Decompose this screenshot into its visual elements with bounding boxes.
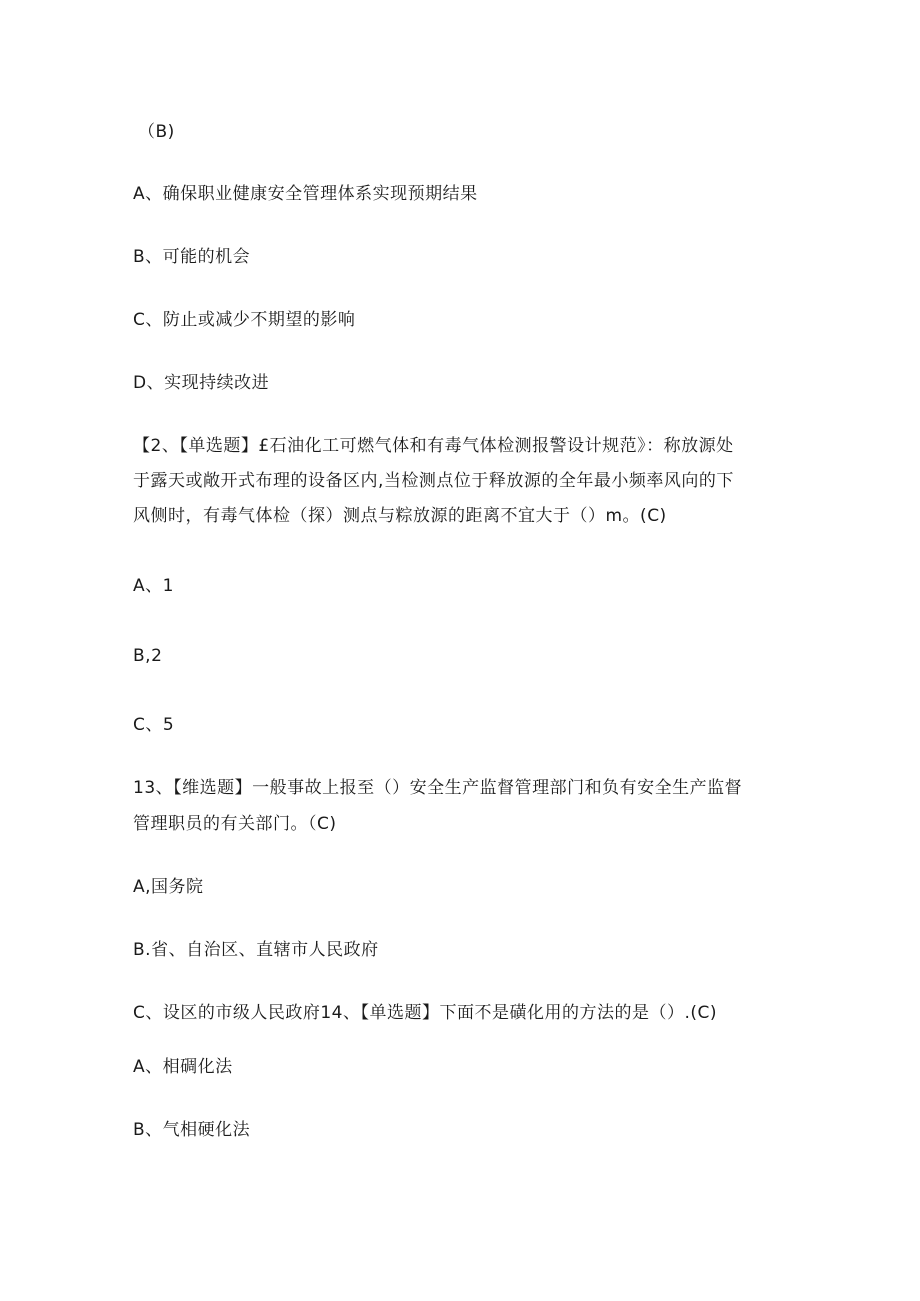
option-d-line: D、实现持续改进	[133, 373, 270, 393]
question-12-line-1: 【2、【单选题】£石油化工可燃气体和有毒气体检测报警设计规范》：称放源处	[133, 436, 734, 456]
option-b-line: B、可能的机会	[133, 247, 251, 267]
option-b-line: B.省、自治区、直辖市人民政府	[133, 940, 379, 960]
option-b-line: B、气相硬化法	[133, 1120, 251, 1140]
question-13-line-2: 管理职员的有关部门。（C)	[133, 814, 337, 834]
option-c-line: C、防止或减少不期望的影响	[133, 310, 356, 330]
option-a-line: A、确保职业健康安全管理体系实现预期结果	[133, 184, 478, 204]
option-a-line: A、相碉化法	[133, 1057, 233, 1077]
option-a-line: A,国务院	[133, 877, 204, 897]
question-12-line-3: 风侧时，有毒气体检（探）测点与粽放源的距离不宜大于（）m。(C)	[133, 506, 667, 526]
question-12-line-2: 于露天或敞开式布理的设备区内,当检测点位于释放源的全年最小频率风向的下	[133, 471, 734, 491]
option-c-line: C、5	[133, 715, 175, 735]
option-c-and-question-14-line: C、设区的市级人民政府14、【单选题】下面不是磺化用的方法的是（）.(C)	[133, 1003, 718, 1023]
option-a-line: A、1	[133, 576, 174, 596]
question-13-line-1: 13、【维选题】一般事故上报至（）安全生产监督管理部门和负有安全生产监督	[133, 778, 743, 798]
option-b-line: B,2	[133, 646, 163, 666]
answer-b-line: （B)	[138, 122, 175, 142]
